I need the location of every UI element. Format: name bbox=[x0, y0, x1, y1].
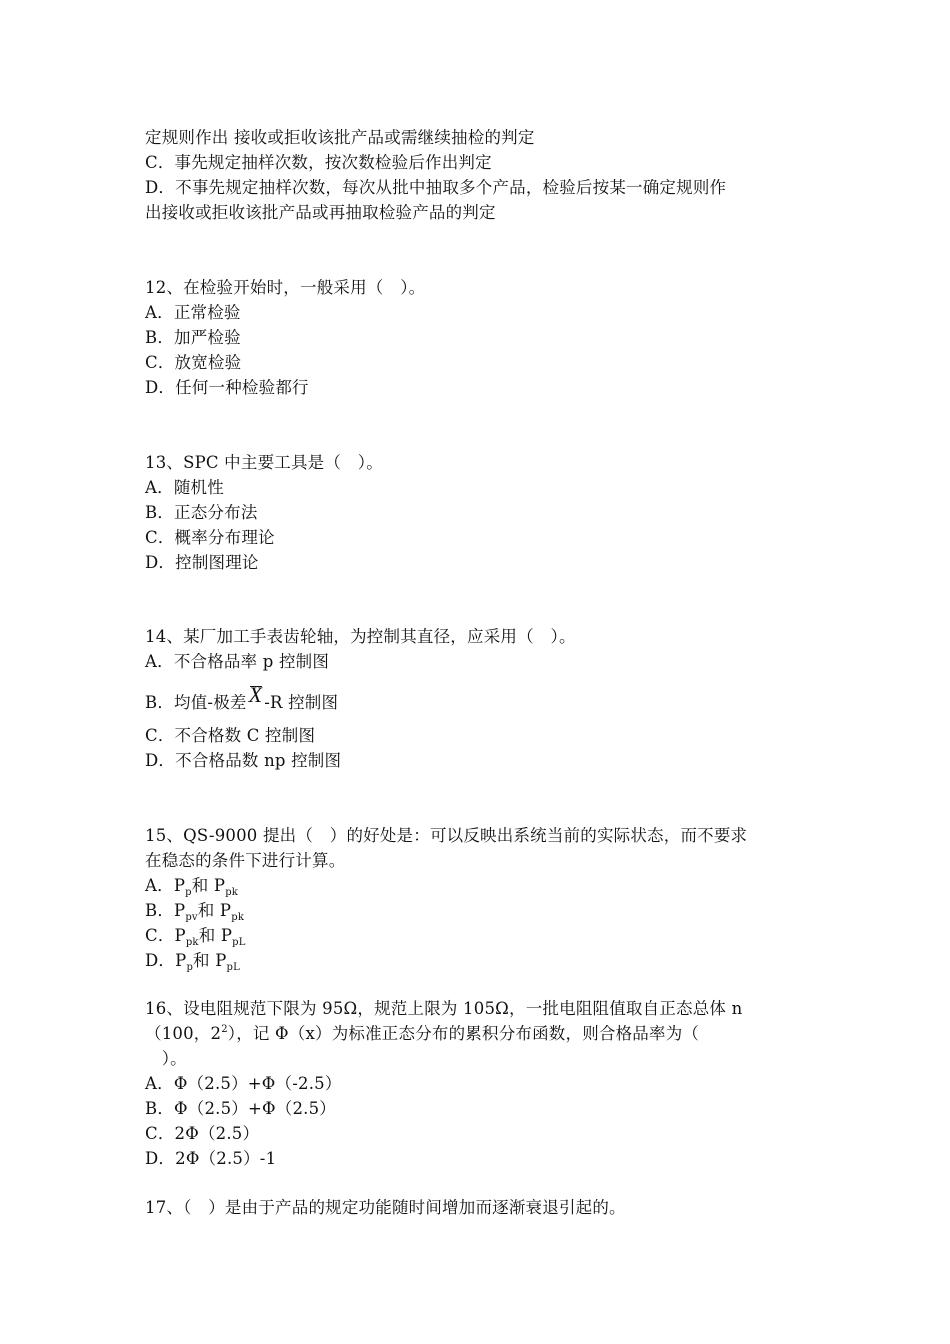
q14-option-b-prefix: B．均值-极差 bbox=[145, 693, 247, 712]
q11-option-d-line2: 出接收或拒收该批产品或再抽取检验产品的判定 bbox=[145, 203, 496, 222]
q12-option-b: B．加严检验 bbox=[145, 328, 241, 347]
q16-stem-line3: ）。 bbox=[145, 1049, 187, 1068]
x-bar-symbol: X bbox=[248, 682, 263, 707]
q15-d-label: D．P bbox=[145, 951, 187, 970]
q15-a-sub2: pk bbox=[225, 887, 239, 898]
q15-a-label: A．P bbox=[145, 876, 186, 895]
q15-a-sub1: p bbox=[185, 887, 192, 898]
q15-d-mid: 和 P bbox=[193, 951, 227, 970]
q15-b-sub1: pv bbox=[185, 912, 198, 923]
q14-option-b bbox=[145, 682, 339, 714]
q11-continuation: 定规则作出 接收或拒收该批产品或需继续抽检的判定 bbox=[145, 128, 535, 147]
q16-stem-line2-pre: （100，2 bbox=[145, 1024, 222, 1043]
q16-option-b: B．Φ（2.5）+Φ（2.5） bbox=[145, 1099, 336, 1118]
q15-c-mid: 和 P bbox=[198, 926, 233, 945]
q16-option-a: A．Φ（2.5）+Φ（-2.5） bbox=[145, 1074, 342, 1093]
q15-stem-line2: 在稳态的条件下进行计算。 bbox=[145, 851, 346, 870]
q16-stem-line2 bbox=[145, 1023, 699, 1048]
q14-option-b-suffix: -R 控制图 bbox=[264, 693, 339, 712]
q15-option-d bbox=[145, 950, 240, 975]
q12-option-a: A．正常检验 bbox=[145, 303, 241, 322]
q12-option-c: C．放宽检验 bbox=[145, 353, 242, 372]
q15-option-c bbox=[145, 925, 246, 950]
q13-option-a: A．随机性 bbox=[145, 478, 224, 497]
q15-option-a bbox=[145, 875, 238, 900]
q13-stem: 13、SPC 中主要工具是（ ）。 bbox=[145, 453, 383, 472]
q12-option-d: D．任何一种检验都行 bbox=[145, 378, 309, 397]
q15-option-b bbox=[145, 900, 244, 925]
q16-superscript: 2 bbox=[221, 1024, 228, 1035]
q15-b-sub2: pk bbox=[231, 912, 245, 923]
q17-stem: 17、（ ）是由于产品的规定功能随时间增加而逐渐衰退引起的。 bbox=[145, 1198, 626, 1217]
q15-c-label: C．P bbox=[145, 926, 186, 945]
q15-b-mid: 和 P bbox=[197, 901, 232, 920]
q14-option-a: A．不合格品率 p 控制图 bbox=[145, 652, 330, 671]
q15-a-mid: 和 P bbox=[191, 876, 226, 895]
q16-option-d: D．2Φ（2.5）-1 bbox=[145, 1149, 277, 1168]
q15-c-sub2: pL bbox=[232, 937, 246, 948]
q16-stem-line1: 16、设电阻规范下限为 95Ω，规范上限为 105Ω，一批电阻阻值取自正态总体 n bbox=[145, 999, 743, 1018]
q14-option-c: C．不合格数 C 控制图 bbox=[145, 726, 316, 745]
q13-option-b: B．正态分布法 bbox=[145, 503, 258, 522]
q16-stem-line2-post: ），记 Φ（x）为标准正态分布的累积分布函数，则合格品率为（ bbox=[227, 1024, 700, 1043]
q13-option-d: D．控制图理论 bbox=[145, 553, 259, 572]
q15-d-sub1: p bbox=[186, 962, 194, 973]
q14-stem: 14、某厂加工手表齿轮轴，为控制其直径，应采用（ ）。 bbox=[145, 627, 576, 646]
q15-b-label: B．P bbox=[145, 901, 186, 920]
q13-option-c: C．概率分布理论 bbox=[145, 528, 275, 547]
q12-stem: 12、在检验开始时，一般采用（ ）。 bbox=[145, 278, 426, 297]
q14-option-d: D．不合格品数 np 控制图 bbox=[145, 751, 342, 770]
q15-c-sub1: pk bbox=[185, 937, 199, 948]
q11-option-d-line1: D．不事先规定抽样次数，每次从批中抽取多个产品，检验后按某一确定规则作 bbox=[145, 178, 727, 197]
q15-stem-line1: 15、QS-9000 提出（ ）的好处是：可以反映出系统当前的实际状态，而不要求 bbox=[145, 826, 748, 845]
q15-d-sub2: pL bbox=[226, 962, 240, 973]
q11-option-c: C．事先规定抽样次数，按次数检验后作出判定 bbox=[145, 153, 492, 172]
q16-option-c: C．2Φ（2.5） bbox=[145, 1124, 260, 1143]
